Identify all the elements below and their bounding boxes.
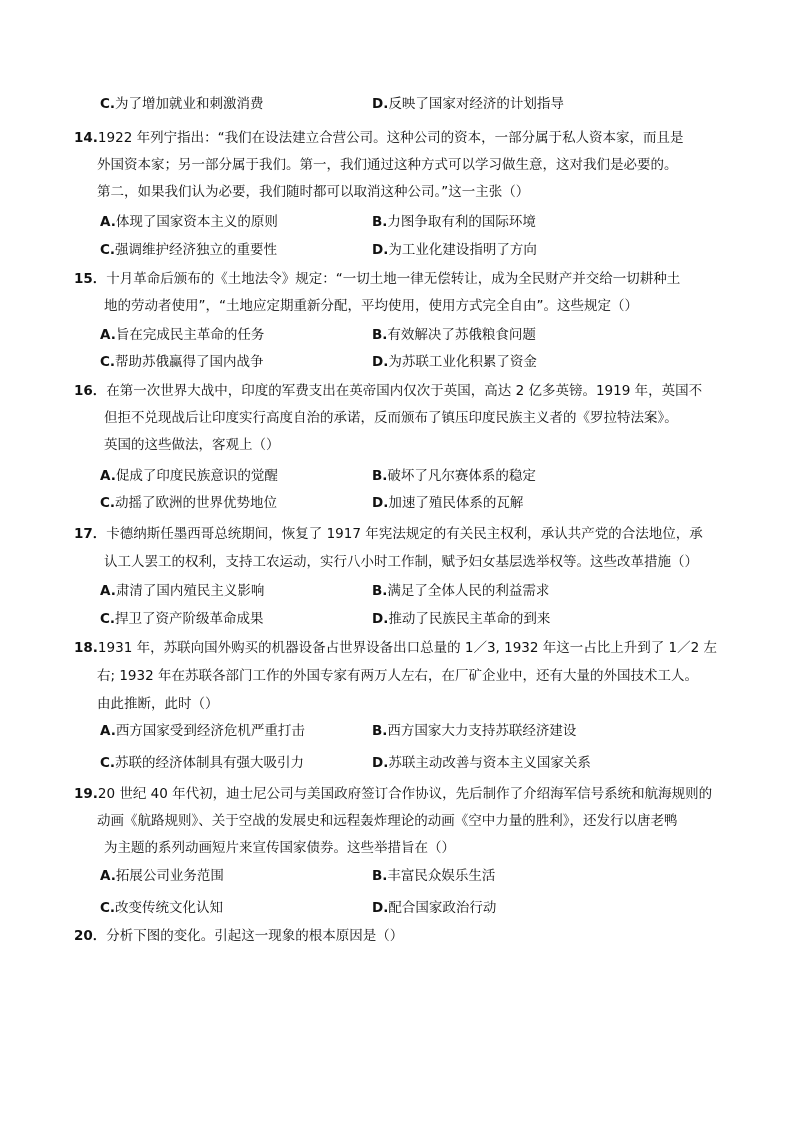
q15-option-b: [372, 326, 536, 344]
option-text: 捍卫了资产阶级革命成果: [115, 611, 264, 627]
option-label: B.: [372, 468, 388, 484]
q16-option-a: [100, 467, 278, 485]
q14-option-a: [100, 213, 278, 231]
option-label: D.: [372, 900, 389, 916]
q16-stem-line-2: 但拒不兑现战后让印度实行高度自治的承诺，反而颁布了镇压印度民族主义者的《罗拉特法案》。: [104, 410, 678, 426]
q19-option-c: [100, 899, 223, 917]
option-text: 动摇了欧洲的世界优势地位: [115, 495, 278, 511]
option-label: A.: [100, 327, 116, 343]
option-label: A.: [100, 868, 116, 884]
option-text: 拓展公司业务范围: [115, 868, 224, 884]
q13-option-c: [100, 95, 264, 113]
option-text: 反映了国家对经济的计划指导: [388, 96, 564, 112]
option-label: D.: [372, 755, 389, 771]
q17-stem-line-1: [74, 525, 703, 543]
option-label: D.: [372, 242, 389, 258]
option-text: 苏联的经济体制具有强大吸引力: [115, 755, 305, 771]
q18-option-d: [372, 754, 591, 772]
option-text: 旨在完成民主革命的任务: [115, 327, 265, 343]
q19-stem-line-2: 动画《航路规则》、关于空战的发展史和远程轰炸理论的动画《空中力量的胜利》，还发行以唐老鸭: [97, 813, 678, 829]
q14-option-b: [372, 213, 536, 231]
option-label: A.: [100, 214, 116, 230]
option-label: A.: [100, 723, 116, 739]
q15-option-c: [100, 353, 264, 371]
option-text: 西方国家大力支持苏联经济建设: [387, 723, 577, 739]
option-text: 为工业化建设指明了方向: [388, 242, 537, 258]
option-text: 苏联主动改善与资本主义国家关系: [388, 755, 591, 771]
q19-stem-line-1: [74, 785, 712, 803]
option-label: B.: [372, 723, 388, 739]
question-number: 15．: [74, 271, 107, 287]
q14-stem-line-1: [74, 129, 684, 147]
option-label: C.: [100, 495, 116, 511]
option-text: 帮助苏俄赢得了国内战争: [115, 354, 264, 370]
option-label: C.: [100, 755, 116, 771]
option-text: 加速了殖民体系的瓦解: [388, 495, 524, 511]
q18-option-b: [372, 722, 576, 740]
q13-option-d: [372, 95, 564, 113]
option-text: 为苏联工业化积累了资金: [388, 354, 537, 370]
option-text: 配合国家政治行动: [388, 900, 497, 916]
stem-text: 分析下图的变化。引起这一现象的根本原因是（）: [106, 928, 404, 944]
q16-option-b: [372, 467, 536, 485]
q18-option-c: [100, 754, 304, 772]
question-number: 19.: [74, 786, 98, 802]
q20-stem-line-1: [74, 927, 403, 945]
q15-option-d: [372, 353, 537, 371]
option-label: C.: [100, 900, 116, 916]
q17-option-b: [372, 582, 549, 600]
question-number: 14.: [74, 130, 98, 146]
option-label: C.: [100, 611, 116, 627]
q19-option-a: [100, 867, 224, 885]
option-text: 力图争取有利的国际环境: [387, 214, 536, 230]
option-label: B.: [372, 583, 388, 599]
q15-stem-line-2: 地的劳动者使用”，“土地应定期重新分配，平均使用，使用方式完全自由”。这些规定（）: [104, 298, 638, 314]
question-number: 16．: [74, 383, 107, 399]
stem-text: 卡德纳斯任墨西哥总统期间，恢复了 1917 年宪法规定的有关民主权利，承认共产党的合法地位，承: [106, 526, 703, 542]
stem-text: 在第一次世界大战中，印度的军费支出在英帝国内仅次于英国，高达 2 亿多英镑。1919 年，英国不: [106, 383, 703, 399]
q18-stem-line-1: [74, 639, 717, 657]
option-label: D.: [372, 611, 389, 627]
option-text: 强调维护经济独立的重要性: [115, 242, 278, 258]
q14-option-c: [100, 241, 277, 259]
option-text: 西方国家受到经济危机严重打击: [115, 723, 305, 739]
q19-option-b: [372, 867, 495, 885]
stem-text: 1922 年列宁指出：“我们在设法建立合营公司。这种公司的资本，一部分属于私人资本家，而且是: [97, 130, 684, 146]
q14-stem-line-3: 第二，如果我们认为必要，我们随时都可以取消这种公司。”这一主张（）: [97, 184, 530, 200]
option-label: A.: [100, 583, 116, 599]
q16-stem-line-3: 英国的这些做法，客观上（）: [104, 437, 280, 453]
option-text: 肃清了国内殖民主义影响: [115, 583, 265, 599]
option-label: B.: [372, 327, 388, 343]
option-label: B.: [372, 868, 388, 884]
option-label: C.: [100, 96, 116, 112]
option-label: B.: [372, 214, 388, 230]
option-text: 为了增加就业和刺激消费: [115, 96, 264, 112]
q16-stem-line-1: [74, 382, 702, 400]
option-text: 改变传统文化认知: [115, 900, 224, 916]
option-label: C.: [100, 242, 116, 258]
q15-option-a: [100, 326, 264, 344]
q19-stem-line-3: 为主题的系列动画短片来宣传国家债券。这些举措旨在（）: [104, 840, 455, 856]
q17-stem-line-2: 认工人罢工的权利，支持工农运动，实行八小时工作制，赋予妇女基层选举权等。这些改革措施（）: [104, 554, 698, 570]
option-label: D.: [372, 96, 389, 112]
q19-option-d: [372, 899, 496, 917]
stem-text: 1931 年，苏联向国外购买的机器设备占世界设备出口总量的 1／3, 1932 年这一占比上升到了 1／2 左: [97, 640, 718, 656]
option-text: 促成了印度民族意识的觉醒: [115, 468, 278, 484]
question-number: 18.: [74, 640, 98, 656]
q15-stem-line-1: [74, 270, 680, 288]
option-label: D.: [372, 495, 389, 511]
option-text: 体现了国家资本主义的原则: [115, 214, 278, 230]
option-label: C.: [100, 354, 116, 370]
option-label: D.: [372, 354, 389, 370]
q17-option-c: [100, 610, 264, 628]
question-number: 17．: [74, 526, 107, 542]
stem-text: 20 世纪 40 年代初，迪士尼公司与美国政府签订合作协议，先后制作了介绍海军信号系统和航海规则的: [97, 786, 713, 802]
q14-option-d: [372, 241, 537, 259]
q18-stem-line-3: 由此推断，此时（）: [97, 696, 219, 712]
q16-option-d: [372, 494, 523, 512]
option-text: 破坏了凡尔赛体系的稳定: [387, 468, 536, 484]
q17-option-d: [372, 610, 550, 628]
option-text: 有效解决了苏俄粮食问题: [387, 327, 536, 343]
option-label: A.: [100, 468, 116, 484]
option-text: 推动了民族民主革命的到来: [388, 611, 551, 627]
q17-option-a: [100, 582, 264, 600]
q16-option-c: [100, 494, 277, 512]
option-text: 丰富民众娱乐生活: [387, 868, 496, 884]
question-number: 20．: [74, 928, 107, 944]
q14-stem-line-2: 外国资本家；另一部分属于我们。第一，我们通过这种方式可以学习做生意，这对我们是必要的。: [97, 157, 678, 173]
option-text: 满足了全体人民的利益需求: [387, 583, 550, 599]
stem-text: 十月革命后颁布的《土地法令》规定：“一切土地一律无偿转让，成为全民财产并交给一切耕种土: [106, 271, 681, 287]
q18-option-a: [100, 722, 305, 740]
q18-stem-line-2: 右; 1932 年在苏联各部门工作的外国专家有两万人左右，在厂矿企业中，还有大量的外国技术工人。: [97, 668, 698, 684]
